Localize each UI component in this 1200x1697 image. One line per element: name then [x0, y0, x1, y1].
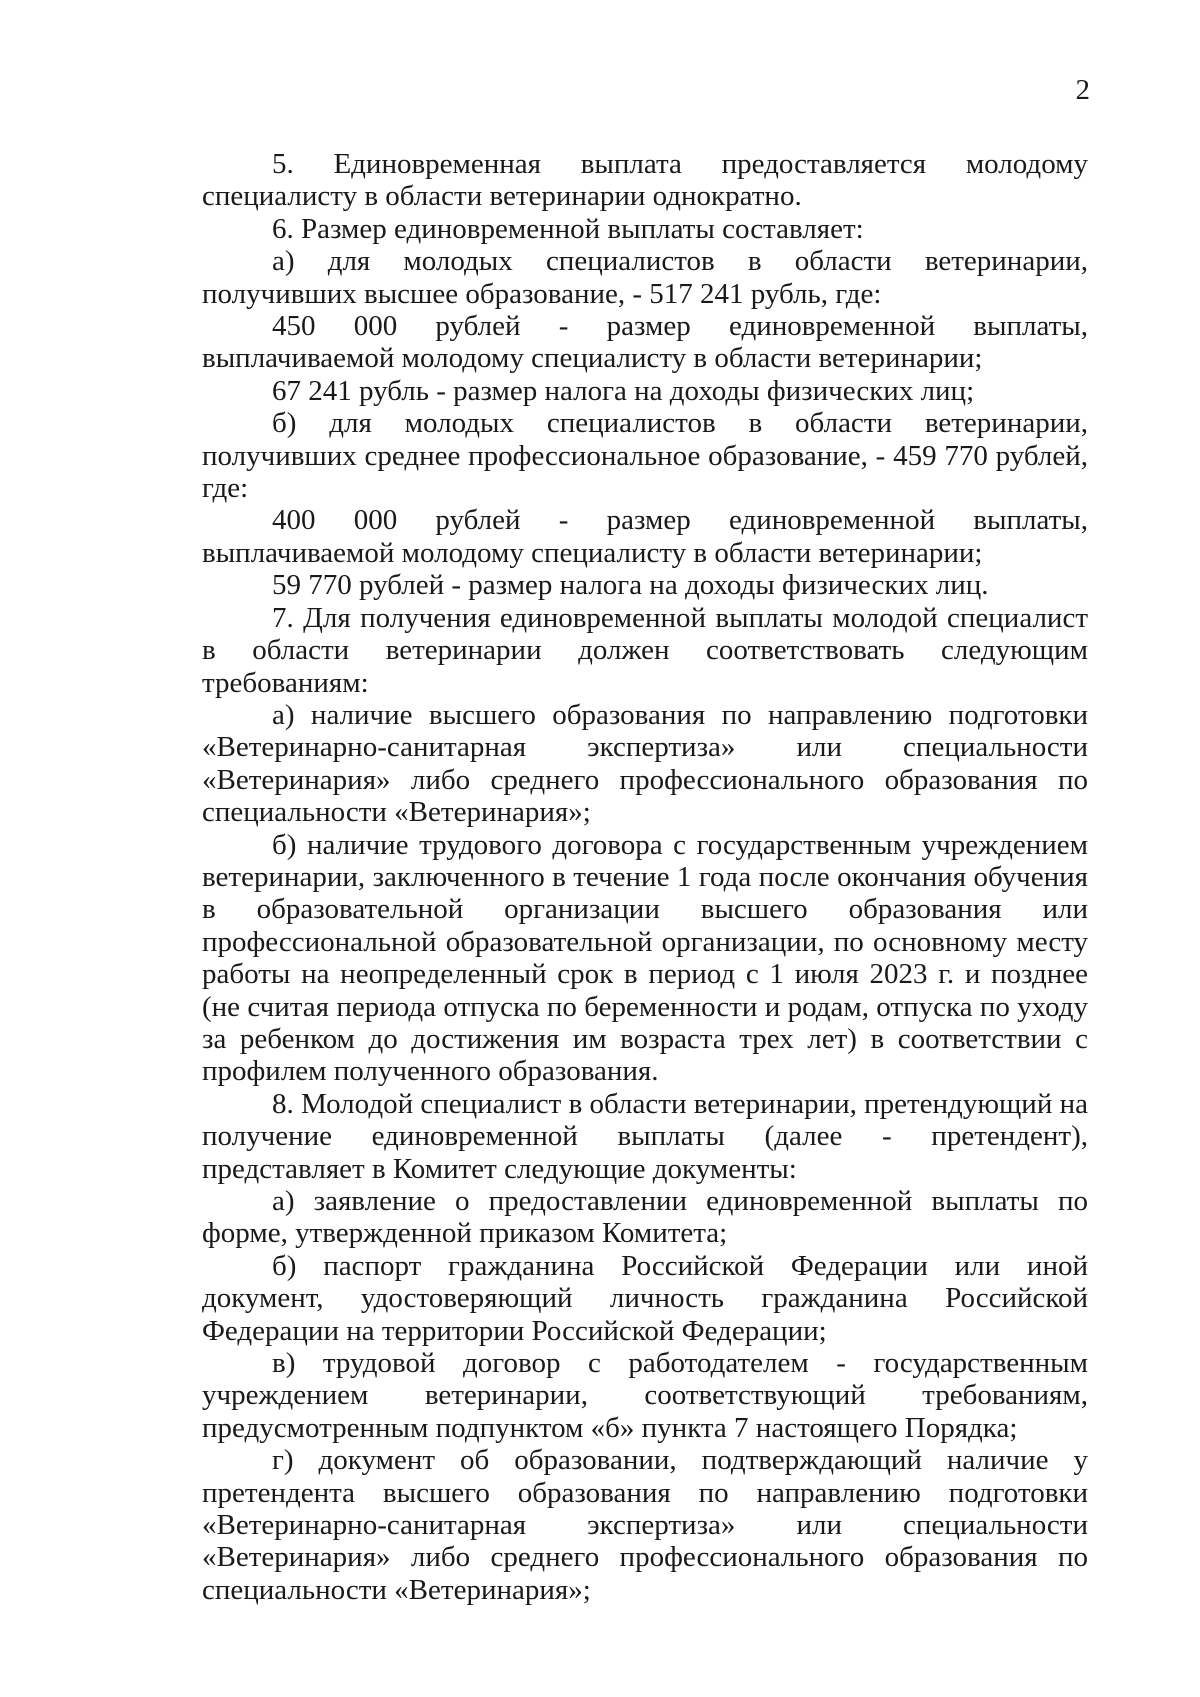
- paragraph-8a: а) заявление о предоставлении единовременной выплаты по форме, утвержденной приказом Комитета;: [202, 1185, 1088, 1250]
- paragraph-8v: в) трудовой договор с работодателем - государственным учреждением ветеринарии, соответствующий требованиям, предусмотренным подпунктом «б» пункта 7 настоящего Порядка;: [202, 1347, 1088, 1444]
- paragraph-5: 5. Единовременная выплата предоставляется молодому специалисту в области ветеринарии однократно.: [202, 148, 1088, 213]
- paragraph-6a: а) для молодых специалистов в области ветеринарии, получивших высшее образование, - 517 241 рубль, где:: [202, 245, 1088, 310]
- paragraph-8g: г) документ об образовании, подтверждающий наличие у претендента высшего образования по направлению подготовки «Ветеринарно-санитарная экспертиза» или специальности «Ветеринария» либо среднего профессионального образования по специальности «Ветеринария»;: [202, 1444, 1088, 1606]
- paragraph-7: 7. Для получения единовременной выплаты молодой специалист в области ветеринарии должен соответствовать следующим требованиям:: [202, 601, 1088, 699]
- paragraph-6b-tax: 59 770 рублей - размер налога на доходы физических лиц.: [272, 569, 989, 602]
- paragraph-6a-tax: 67 241 рубль - размер налога на доходы физических лиц;: [272, 374, 975, 407]
- paragraph-6: 6. Размер единовременной выплаты составляет:: [272, 212, 864, 245]
- paragraph-8b: б) паспорт гражданина Российской Федерации или иной документ, удостоверяющий личность гражданина Российской Федерации на территории Российской Федерации;: [202, 1249, 1088, 1347]
- paragraph-6b-amount: 400 000 рублей - размер единовременной выплаты, выплачиваемой молодому специалисту в области ветеринарии;: [202, 504, 1088, 569]
- paragraph-6b: б) для молодых специалистов в области ветеринарии, получивших среднее профессиональное образование, - 459 770 рублей, где:: [202, 407, 1088, 505]
- paragraph-7b: б) наличие трудового договора с государственным учреждением ветеринарии, заключенного в течение 1 года после окончания обучения в образовательной организации высшего образования или профессиональной образовательной организации, по основному месту работы на неопределенный срок в период с 1 июля 2023 г. и позднее (не считая периода отпуска по беременности и родам, отпуска по уходу за ребенком до достижения им возраста трех лет) в соответствии с профилем полученного образования.: [202, 828, 1088, 1088]
- paragraph-7a: а) наличие высшего образования по направлению подготовки «Ветеринарно-санитарная экспертиза» или специальности «Ветеринария» либо среднего профессионального образования по специальности «Ветеринария»;: [202, 698, 1088, 829]
- page-number: 2: [1075, 74, 1090, 106]
- paragraph-6a-amount: 450 000 рублей - размер единовременной выплаты, выплачиваемой молодому специалисту в области ветеринарии;: [202, 310, 1088, 375]
- document-body: [202, 148, 1088, 1606]
- paragraph-8: 8. Молодой специалист в области ветеринарии, претендующий на получение единовременной выплаты (далее - претендент), представляет в Комитет следующие документы:: [202, 1087, 1088, 1185]
